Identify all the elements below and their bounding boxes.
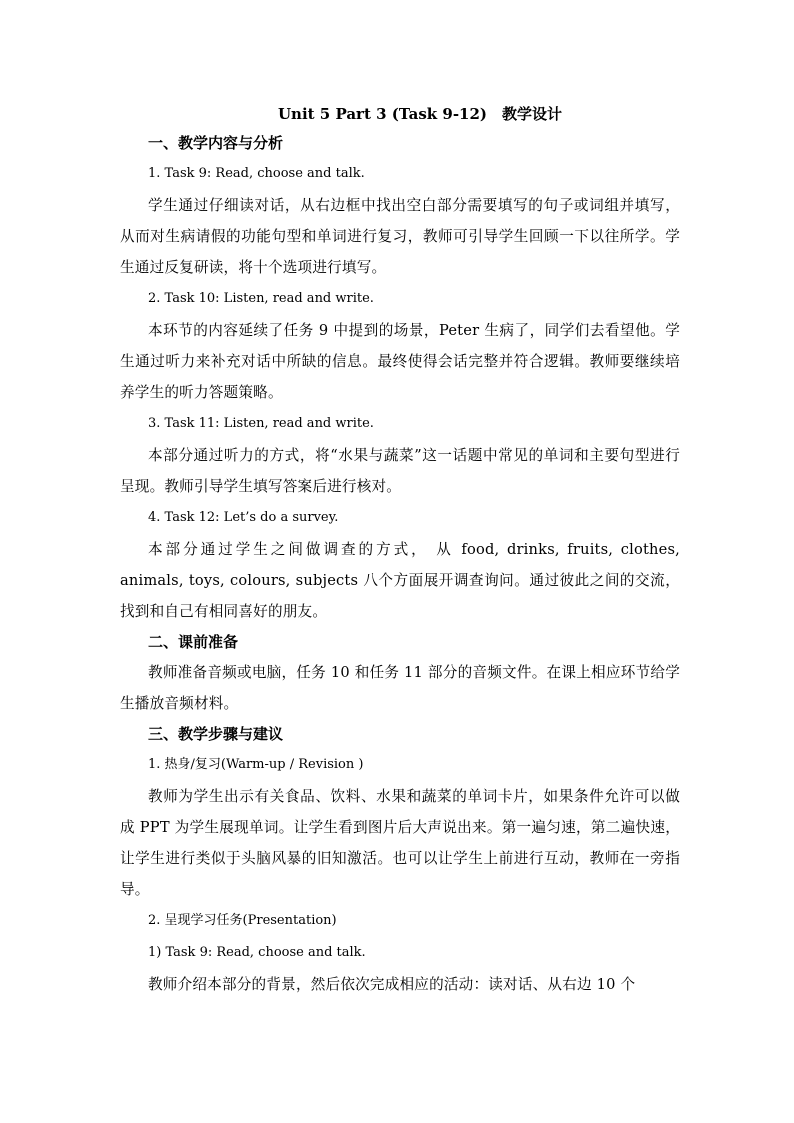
presentation-task9-label: 1) Task 9: Read, choose and talk. bbox=[148, 945, 366, 960]
task12-label: 4. Task 12: Let’s do a survey. bbox=[148, 510, 339, 525]
task10-label: 2. Task 10: Listen, read and write. bbox=[148, 291, 374, 306]
presentation-label: 2. 呈现学习任务(Presentation) bbox=[148, 913, 337, 928]
task11-label: 3. Task 11: Listen, read and write. bbox=[148, 416, 374, 431]
document-title: Unit 5 Part 3 (Task 9-12) 教学设计 bbox=[277, 105, 563, 123]
task9-paragraph: 学生通过仔细读对话，从右边框中找出空白部分需要填写的句子或词组并填写，从而对生病请假的功能句型和单词进行复习，教师可引导学生回顾一下以往所学。学生通过反复研读，将十个选项进行填写。 bbox=[120, 197, 680, 276]
section-heading-content-analysis: 一、教学内容与分析 bbox=[148, 134, 284, 152]
task10-paragraph: 本环节的内容延续了任务 9 中提到的场景，Peter 生病了，同学们去看望他。学生通过听力来补充对话中所缺的信息。最终使得会话完整并符合逻辑。教师要继续培养学生的听力答题策略。 bbox=[120, 322, 680, 401]
task12-paragraph: 本部分通过学生之间做调查的方式， 从 food, drinks, fruits, clothes, animals, toys, colours, subjects 八个方面展开调查询问。通过彼此之间的交流，找到和自己有相同喜好的朋友。 bbox=[120, 541, 680, 620]
task9-label: 1. Task 9: Read, choose and talk. bbox=[148, 166, 365, 181]
warmup-label: 1. 热身/复习(Warm-up / Revision ) bbox=[148, 757, 364, 772]
section-heading-preparation: 二、课前准备 bbox=[148, 633, 239, 651]
presentation-paragraph: 教师介绍本部分的背景，然后依次完成相应的活动：读对话、从右边 10 个 bbox=[148, 976, 636, 993]
document-page bbox=[120, 100, 680, 1000]
section-heading-steps: 三、教学步骤与建议 bbox=[148, 725, 284, 743]
warmup-paragraph: 教师为学生出示有关食品、饮料、水果和蔬菜的单词卡片，如果条件允许可以做成 PPT 为学生展现单词。让学生看到图片后大声说出来。第一遍匀速，第二遍快速，让学生进行类似于头脑风暴的旧知激活。也可以让学生上前进行互动，教师在一旁指导。 bbox=[120, 788, 680, 898]
preparation-paragraph: 教师准备音频或电脑，任务 10 和任务 11 部分的音频文件。在课上相应环节给学生播放音频材料。 bbox=[120, 664, 680, 712]
task11-paragraph: 本部分通过听力的方式，将“水果与蔬菜”这一话题中常见的单词和主要句型进行呈现。教师引导学生填写答案后进行核对。 bbox=[120, 447, 680, 495]
